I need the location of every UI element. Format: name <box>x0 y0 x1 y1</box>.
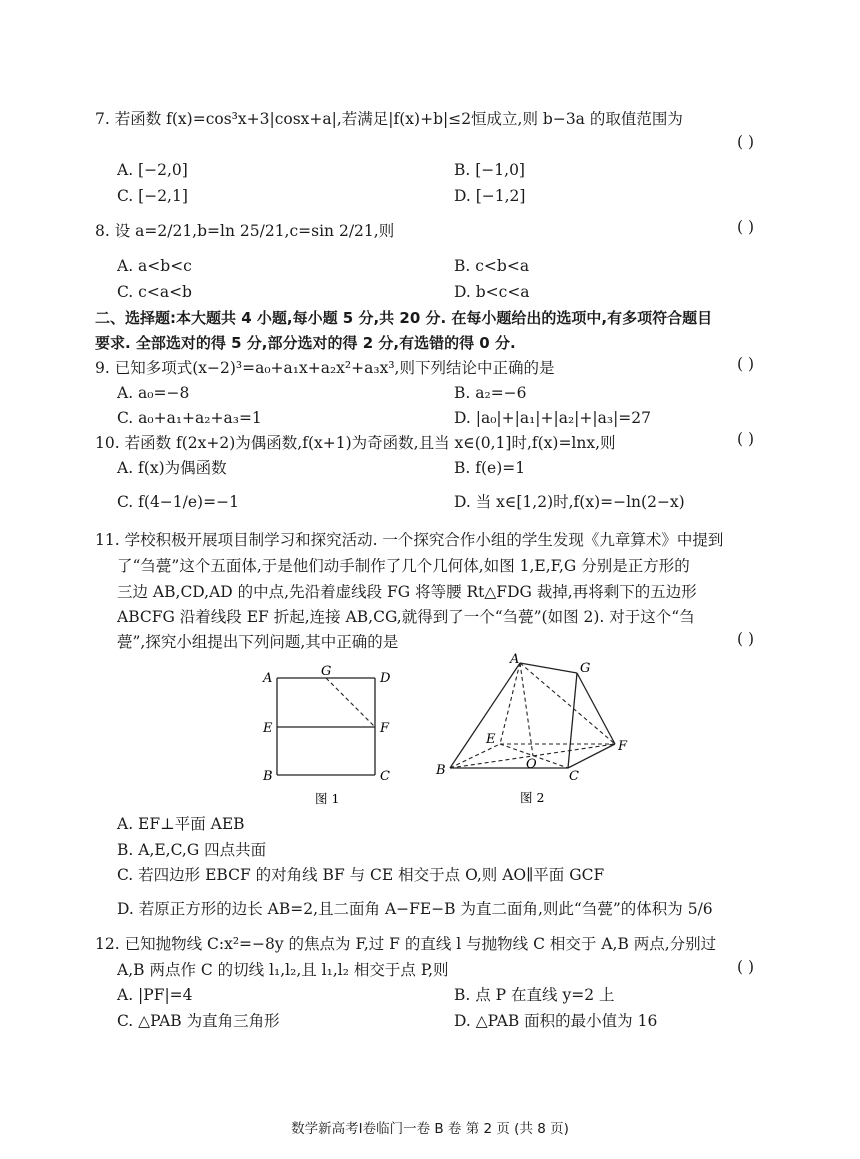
question-11-option-b: B. A,E,C,G 四点共面 <box>117 841 267 859</box>
section-2-heading-line-1: 二、选择题:本大题共 4 小题,每小题 5 分,共 20 分. 在每小题给出的选项中,有多项符合题目 <box>95 309 713 327</box>
hidden-segment-ao <box>520 663 533 756</box>
edge-gf <box>577 673 615 744</box>
label-d: D <box>380 671 391 686</box>
edge-ag <box>520 663 577 673</box>
question-10-option-c: C. f(4−1/e)=−1 <box>117 493 239 511</box>
question-7-option-d: D. [−1,2] <box>454 187 526 205</box>
label-o: O <box>526 757 537 772</box>
question-12-option-d: D. △PAB 面积的最小值为 16 <box>454 1012 658 1030</box>
question-8-option-b: B. c<b<a <box>454 257 530 275</box>
question-7-answer-blank: ( ) <box>736 133 755 151</box>
section-2-heading-line-2: 要求. 全部选对的得 5 分,部分选对的得 2 分,有选错的得 0 分. <box>95 334 516 352</box>
question-12-option-b: B. 点 P 在直线 y=2 上 <box>454 986 615 1004</box>
question-8-option-c: C. c<a<b <box>117 283 192 301</box>
question-12-stem-line-1: 12. 已知抛物线 C:x²=−8y 的焦点为 F,过 F 的直线 l 与抛物线 C 相交于 A,B 两点,分别过 <box>95 935 717 953</box>
label-f: F <box>380 721 390 736</box>
question-10-option-b: B. f(e)=1 <box>454 459 526 477</box>
question-7-stem: 7. 若函数 f(x)=cos³x+3|cosx+a|,若满足|f(x)+b|≤2恒成立,则 b−3a 的取值范围为 <box>95 110 683 128</box>
question-12-option-c: C. △PAB 为直角三角形 <box>117 1012 280 1030</box>
question-11-stem-line-4: ABCFG 沿着线段 EF 折起,连接 AB,CG,就得到了一个“刍甍”(如图 2). 对于这个“刍 <box>117 608 695 626</box>
question-11-stem-line-5: 甍”,探究小组提出下列问题,其中正确的是 <box>117 633 399 651</box>
question-10-stem: 10. 若函数 f(2x+2)为偶函数,f(x+1)为奇函数,且当 x∈(0,1]时,f(x)=lnx,则 <box>95 434 616 452</box>
question-11-answer-blank: ( ) <box>736 630 755 648</box>
question-9-option-b: B. a₂=−6 <box>454 384 527 402</box>
label-b: B <box>263 769 273 784</box>
label-f: F <box>618 739 628 754</box>
question-10-option-d: D. 当 x∈[1,2)时,f(x)=−ln(2−x) <box>454 493 685 511</box>
hidden-segment-af <box>520 663 615 744</box>
question-7-option-b: B. [−1,0] <box>454 161 525 179</box>
label-g: G <box>580 661 591 676</box>
hidden-edge-ae <box>500 663 520 744</box>
page-footer: 数学新高考Ⅰ卷临门一卷 B 卷 第 2 页 (共 8 页) <box>291 1121 569 1137</box>
label-c: C <box>380 769 390 784</box>
question-11-stem-line-1: 11. 学校积极开展项目制学习和探究活动. 一个探究合作小组的学生发现《九章算术》中提到 <box>95 531 724 549</box>
label-a: A <box>263 671 273 686</box>
label-e: E <box>486 732 496 747</box>
question-7-option-a: A. [−2,0] <box>117 161 188 179</box>
label-a: A <box>510 652 520 667</box>
edge-ba <box>450 663 520 768</box>
question-9-option-a: A. a₀=−8 <box>117 384 190 402</box>
figure-2-chumeng-solid <box>430 650 635 810</box>
question-12-answer-blank: ( ) <box>736 958 755 976</box>
question-10-answer-blank: ( ) <box>736 430 755 448</box>
question-11-option-a: A. EF⊥平面 AEB <box>117 815 245 833</box>
question-8-stem: 8. 设 a=2/21,b=ln 25/21,c=sin 2/21,则 <box>95 222 395 240</box>
question-11-option-d: D. 若原正方形的边长 AB=2,且二面角 A−FE−B 为直二面角,则此“刍甍”的体积为 5/6 <box>117 900 713 918</box>
question-12-option-a: A. |PF|=4 <box>117 986 193 1004</box>
edge-gc <box>568 673 577 768</box>
figure-2-caption: 图 2 <box>520 790 545 805</box>
question-11-option-c: C. 若四边形 EBCF 的对角线 BF 与 CE 相交于点 O,则 AO∥平面 GCF <box>117 866 605 884</box>
dashed-segment-fg <box>326 678 375 727</box>
question-12-stem-line-2: A,B 两点作 C 的切线 l₁,l₂,且 l₁,l₂ 相交于点 P,则 <box>117 961 449 979</box>
question-7-option-c: C. [−2,1] <box>117 187 188 205</box>
figure-1-caption: 图 1 <box>315 791 340 806</box>
question-8-option-d: D. b<c<a <box>454 283 530 301</box>
label-b: B <box>436 763 446 778</box>
question-11-stem-line-3: 三边 AB,CD,AD 的中点,先沿着虚线段 FG 将等腰 Rt△FDG 裁掉,再将剩下的五边形 <box>117 583 697 601</box>
question-11-stem-line-2: 了“刍甍”这个五面体,于是他们动手制作了几个几何体,如图 1,E,F,G 分别是正方形的 <box>117 557 690 575</box>
label-g: G <box>321 665 332 679</box>
question-9-option-c: C. a₀+a₁+a₂+a₃=1 <box>117 409 262 427</box>
label-e: E <box>263 721 273 736</box>
question-9-answer-blank: ( ) <box>736 355 755 373</box>
question-8-option-a: A. a<b<c <box>117 257 192 275</box>
question-9-stem: 9. 已知多项式(x−2)³=a₀+a₁x+a₂x²+a₃x³,则下列结论中正确的是 <box>95 359 555 377</box>
question-9-option-d: D. |a₀|+|a₁|+|a₂|+|a₃|=27 <box>454 409 651 427</box>
figure-1-square-diagram <box>255 665 400 810</box>
question-8-answer-blank: ( ) <box>736 218 755 236</box>
question-10-option-a: A. f(x)为偶函数 <box>117 459 227 477</box>
label-c: C <box>569 769 579 784</box>
